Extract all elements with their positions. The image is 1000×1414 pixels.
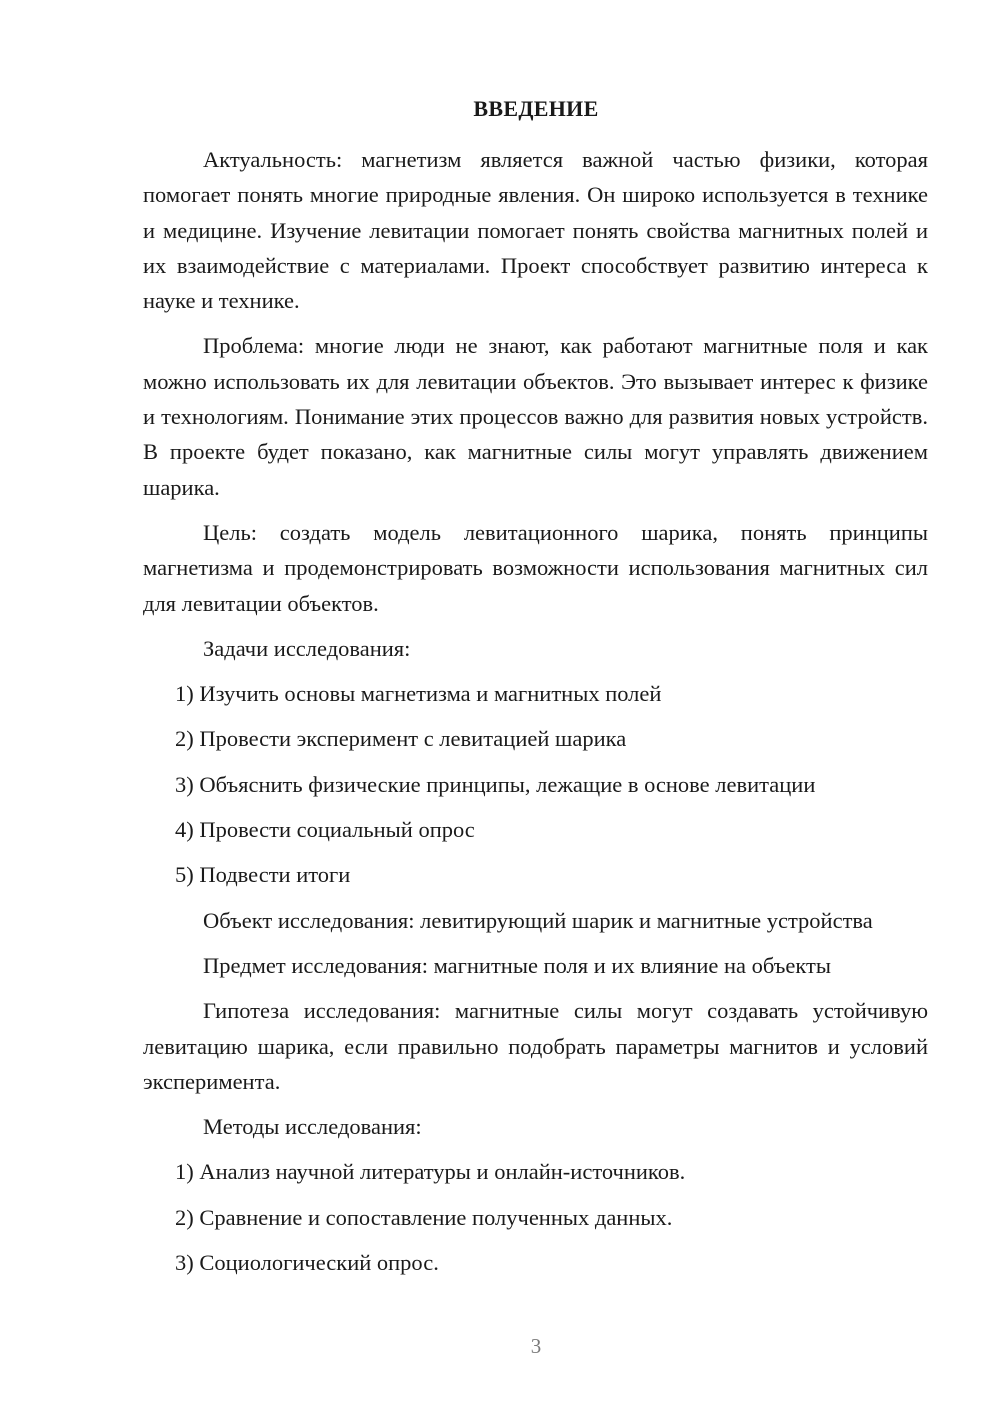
list-item: 2) Сравнение и сопоставление полученных данных.: [175, 1204, 673, 1230]
list-item: 1) Изучить основы магнетизма и магнитных полей: [175, 681, 662, 707]
problem-paragraph: Проблема: многие люди не знают, как работают магнитные поля и как можно использовать их для левитации объектов. Это вызывает интерес к физике и технологиям. Понимание этих процессов важно для развития новых устройств. В проекте будет показано, как магнитные силы могут управлять движением шарика.: [143, 333, 928, 500]
list-item: 5) Подвести итоги: [175, 862, 351, 888]
page-body: [143, 142, 928, 1290]
methods-heading: Методы исследования:: [203, 1114, 422, 1140]
list-item: 4) Провести социальный опрос: [175, 817, 475, 843]
list-item: 3) Социологический опрос.: [175, 1250, 439, 1276]
goal-paragraph: Цель: создать модель левитационного шарика, понять принципы магнетизма и продемонстрировать возможности использования магнитных сил для левитации объектов.: [143, 519, 928, 616]
hypothesis-paragraph: Гипотеза исследования: магнитные силы могут создавать устойчивую левитацию шарика, если правильно подобрать параметры магнитов и условий эксперимента.: [143, 998, 928, 1094]
tasks-heading: Задачи исследования:: [203, 635, 411, 661]
subject-paragraph: Предмет исследования: магнитные поля и их влияние на объекты: [203, 952, 831, 978]
page-title: ВВЕДЕНИЕ: [473, 96, 599, 121]
list-item: 1) Анализ научной литературы и онлайн-источников.: [175, 1159, 686, 1185]
list-item: 2) Провести эксперимент с левитацией шарика: [175, 726, 627, 752]
relevance-paragraph: Актуальность: магнетизм является важной частью физики, которая помогает понять многие природные явления. Он широко используется в технике и медицине. Изучение левитации помогает понять свойства магнитных полей и их взаимодействие с материалами. Проект способствует развитию интереса к науке и технике.: [143, 147, 928, 314]
list-item: 3) Объяснить физические принципы, лежащие в основе левитации: [175, 771, 816, 797]
page-number: 3: [530, 1334, 542, 1358]
object-paragraph: Объект исследования: левитирующий шарик и магнитные устройства: [203, 907, 873, 933]
